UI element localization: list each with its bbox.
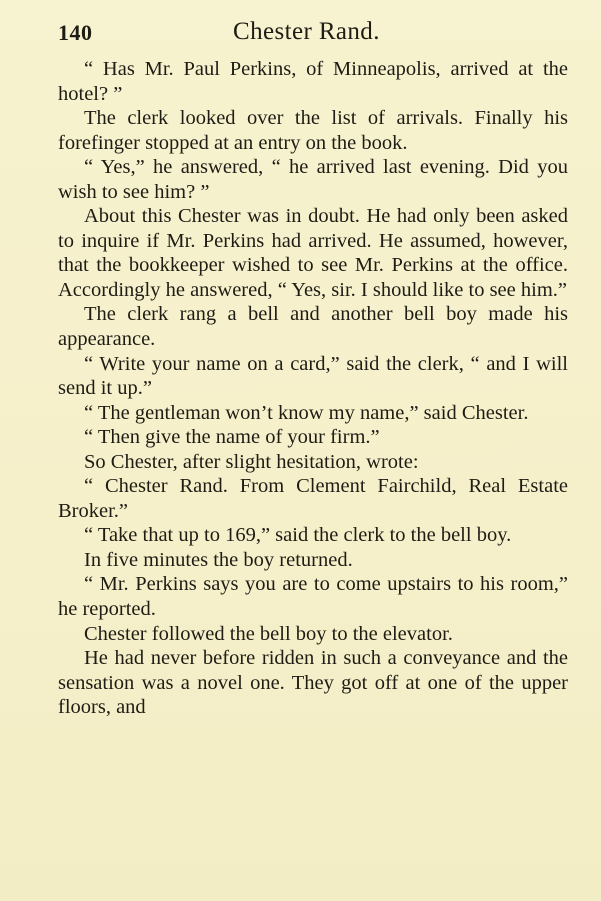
paragraph: The clerk rang a bell and another bell boy made his appearance. (58, 303, 568, 351)
body-text (58, 57, 568, 720)
paragraph: “ Mr. Perkins says you are to come upstairs to his room,” he reported. (58, 573, 568, 621)
paragraph: “ Yes,” he answered, “ he arrived last evening. Did you wish to see him? ” (58, 156, 568, 203)
page-header (58, 14, 565, 50)
paragraph: Chester followed the bell boy to the elevator. (84, 622, 453, 645)
paragraph: About this Chester was in doubt. He had only been asked to inquire if Mr. Perkins had arrived. He assumed, however, that the bookkeeper wished to see Mr. Perkins at the office. Accordingly he answered, “ Yes, sir. I should like to see him.” (58, 205, 568, 301)
page-number: 140 (58, 20, 93, 45)
paragraph: “ Then give the name of your firm.” (84, 426, 380, 449)
paragraph: “ Has Mr. Paul Perkins, of Minneapolis, arrived at the hotel? ” (58, 58, 568, 105)
paragraph: So Chester, after slight hesitation, wrote: (84, 450, 419, 473)
paragraph: He had never before ridden in such a conveyance and the sensation was a novel one. They got off at one of the upper floors, and (58, 647, 568, 719)
running-title: Chester Rand. (233, 18, 380, 45)
paragraph: “ Chester Rand. From Clement Fairchild, Real Estate Broker.” (58, 475, 568, 522)
paragraph: “ The gentleman won’t know my name,” said Chester. (84, 401, 529, 424)
paragraph: “ Take that up to 169,” said the clerk to the bell boy. (84, 524, 512, 547)
paragraph: “ Write your name on a card,” said the clerk, “ and I will send it up.” (58, 352, 568, 400)
paragraph: In five minutes the boy returned. (84, 548, 353, 571)
paragraph: The clerk looked over the list of arrivals. Finally his forefinger stopped at an entry on the book. (58, 107, 568, 154)
